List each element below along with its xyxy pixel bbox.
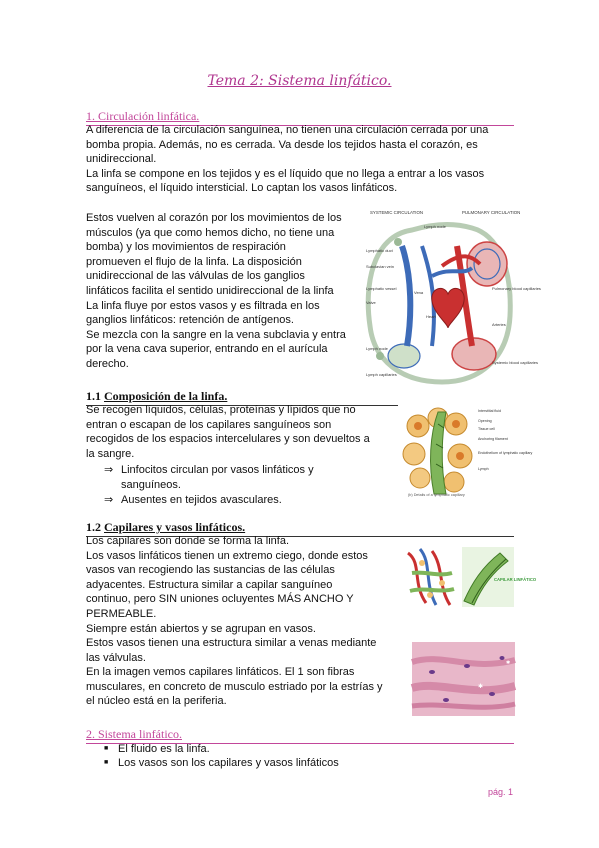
diagram-label: Valve bbox=[366, 300, 376, 305]
diagram-label: Vena bbox=[414, 290, 424, 295]
text-line: La linfa se compone en los tejidos y es el líquido que no llega a entrar a los vasos bbox=[86, 167, 485, 180]
diagram-label: Lymphatic vessel bbox=[366, 286, 397, 291]
text-line: A diferencia de la circulación sanguínea, no tienen una circulación cerrada por una bbox=[86, 124, 489, 136]
list-item-text: Linfocitos circulan por vasos linfáticos y bbox=[121, 464, 314, 476]
figure-label: Tissue cell bbox=[478, 427, 495, 431]
text-line: las válvulas. bbox=[86, 651, 146, 664]
capilar-linfatico-figure bbox=[402, 543, 537, 611]
text-line: La linfa fluye por estos vasos y es filtrada en los bbox=[86, 299, 320, 312]
svg-text:✱: ✱ bbox=[478, 684, 484, 690]
section-1-paragraph bbox=[86, 123, 514, 196]
diagram-label: Lymph node bbox=[366, 346, 388, 351]
text-line: Se recogen líquidos, células, proteínas y lípidos que no bbox=[86, 404, 356, 416]
svg-text:✱: ✱ bbox=[506, 660, 511, 666]
text-line: En la imagen vemos capilares linfáticos. El 1 son fibras bbox=[86, 666, 355, 679]
arrow-icon: ⇒ bbox=[104, 464, 114, 476]
bullet-icon: ■ bbox=[104, 759, 109, 767]
list-item bbox=[104, 493, 282, 508]
text-line: el núcleo está en la periferia. bbox=[86, 695, 227, 708]
page-title: Tema 2: Sistema linfático. bbox=[207, 73, 392, 89]
figure-label: Interstitial fluid bbox=[478, 409, 501, 413]
text-line: linfáticos facilita el sentido unidireccional de la linfa bbox=[86, 284, 334, 297]
section-number: 1.2 bbox=[86, 520, 104, 534]
text-line: PERMEABLE. bbox=[86, 607, 157, 620]
text-line: Se mezcla con la sangre en la vena subclavia y entra bbox=[86, 328, 346, 341]
histology-micrograph bbox=[412, 642, 515, 716]
section-1-1-paragraph bbox=[86, 403, 386, 461]
figure-label: Endothelium of lymphatic capillary bbox=[478, 451, 533, 455]
text-line: bomba) y los movimientos de respiración bbox=[86, 241, 286, 254]
diagram-label: Heart bbox=[426, 314, 436, 319]
text-line: unidireccional. bbox=[86, 153, 157, 166]
section-1-2-paragraph bbox=[86, 534, 391, 636]
diagram-label: PULMONARY CIRCULATION bbox=[462, 210, 521, 215]
section-number: 1.1 bbox=[86, 389, 104, 403]
section-1-2-paragraph-2 bbox=[86, 636, 404, 709]
section-title: Capilares y vasos linfáticos. bbox=[104, 520, 246, 534]
section-1-heading: 1. Circulación linfática. bbox=[86, 109, 514, 126]
diagram-label: Lymph node bbox=[424, 224, 446, 229]
text-line: la sangre. bbox=[86, 447, 135, 460]
text-line: Siempre están abiertos y se agrupan en vasos. bbox=[86, 622, 316, 635]
list-item-text: sanguíneos. bbox=[121, 478, 181, 491]
diagram-label: Lymphatic duct bbox=[366, 248, 393, 253]
figure-label: Opening bbox=[478, 419, 492, 423]
text-line: bomba propia. Además, no es cerrada. Va desde los tejidos hasta el corazón, es bbox=[86, 138, 478, 151]
diagram-label: Arteries bbox=[492, 322, 506, 327]
bullet-icon: ■ bbox=[104, 745, 109, 753]
page-number: pág. 1 bbox=[487, 787, 513, 797]
lymphatic-capillary-figure bbox=[398, 404, 533, 498]
text-line: continuo, pero SIN uniones ocluyentes MÁS ANCHO Y bbox=[86, 593, 354, 606]
capilar-label: CAPILAR LINFÁTICO bbox=[494, 577, 537, 582]
text-line: unidireccional de las válvulas de los ganglios bbox=[86, 270, 305, 283]
arrow-icon: ⇒ bbox=[104, 494, 114, 506]
section-1-paragraph-2 bbox=[86, 211, 354, 372]
text-line: músculos (ya que como hemos dicho, no tiene una bbox=[86, 226, 335, 239]
text-line: vasos van recogiendo las sustancias de las células bbox=[86, 564, 335, 577]
text-line: ganglios linfáticos: retención de antígenos. bbox=[86, 314, 294, 327]
list-item-text: Ausentes en tejidos avasculares. bbox=[121, 494, 282, 506]
text-line: recogidos de los espacios intercelulares y son devueltos a bbox=[86, 433, 370, 446]
text-line: entran o escapan de los capilares sanguíneos son bbox=[86, 418, 332, 431]
text-line: Estos vuelven al corazón por los movimientos de los bbox=[86, 212, 342, 224]
text-line: derecho. bbox=[86, 357, 129, 370]
list-item bbox=[104, 756, 339, 770]
text-line: musculares, en concreto de musculo estriado por la estrías y bbox=[86, 680, 383, 693]
figure-caption: (b) Details of a lymphatic capillary bbox=[408, 493, 465, 497]
circulation-diagram bbox=[362, 206, 541, 386]
section-title: Composición de la linfa. bbox=[104, 389, 228, 403]
text-line: sanguíneos, el líquido intersticial. Lo captan los vasos linfáticos. bbox=[86, 182, 398, 195]
diagram-label: Systemic blood capillaries bbox=[492, 360, 539, 365]
list-item bbox=[104, 463, 314, 492]
diagram-label: Lymph capillaries bbox=[366, 372, 397, 377]
figure-label: Anchoring filament bbox=[478, 437, 508, 441]
list-item-text: Los vasos son los capilares y vasos linfáticos bbox=[118, 757, 339, 769]
figure-label: Lymph bbox=[478, 467, 489, 471]
text-line: promueven el flujo de la linfa. La disposición bbox=[86, 255, 302, 268]
diagram-label: Subclavian vein bbox=[366, 264, 395, 269]
text-line: por la vena cava superior, entrando en el aurícula bbox=[86, 343, 328, 356]
text-line: Los capilares son donde se forma la linfa. bbox=[86, 535, 290, 547]
section-2-heading: 2. Sistema linfático. bbox=[86, 727, 514, 744]
list-item bbox=[104, 742, 210, 756]
text-line: Los vasos linfáticos tienen un extremo ciego, donde estos bbox=[86, 549, 368, 562]
text-line: Estos vasos tienen una estructura similar a venas mediante bbox=[86, 637, 377, 649]
diagram-label: Pulmonary blood capillaries bbox=[492, 286, 541, 291]
text-line: adyacentes. Estructura similar a capilar sanguíneo bbox=[86, 578, 333, 591]
list-item-text: El fluido es la linfa. bbox=[118, 743, 210, 755]
diagram-label: SYSTEMIC CIRCULATION bbox=[370, 210, 424, 215]
